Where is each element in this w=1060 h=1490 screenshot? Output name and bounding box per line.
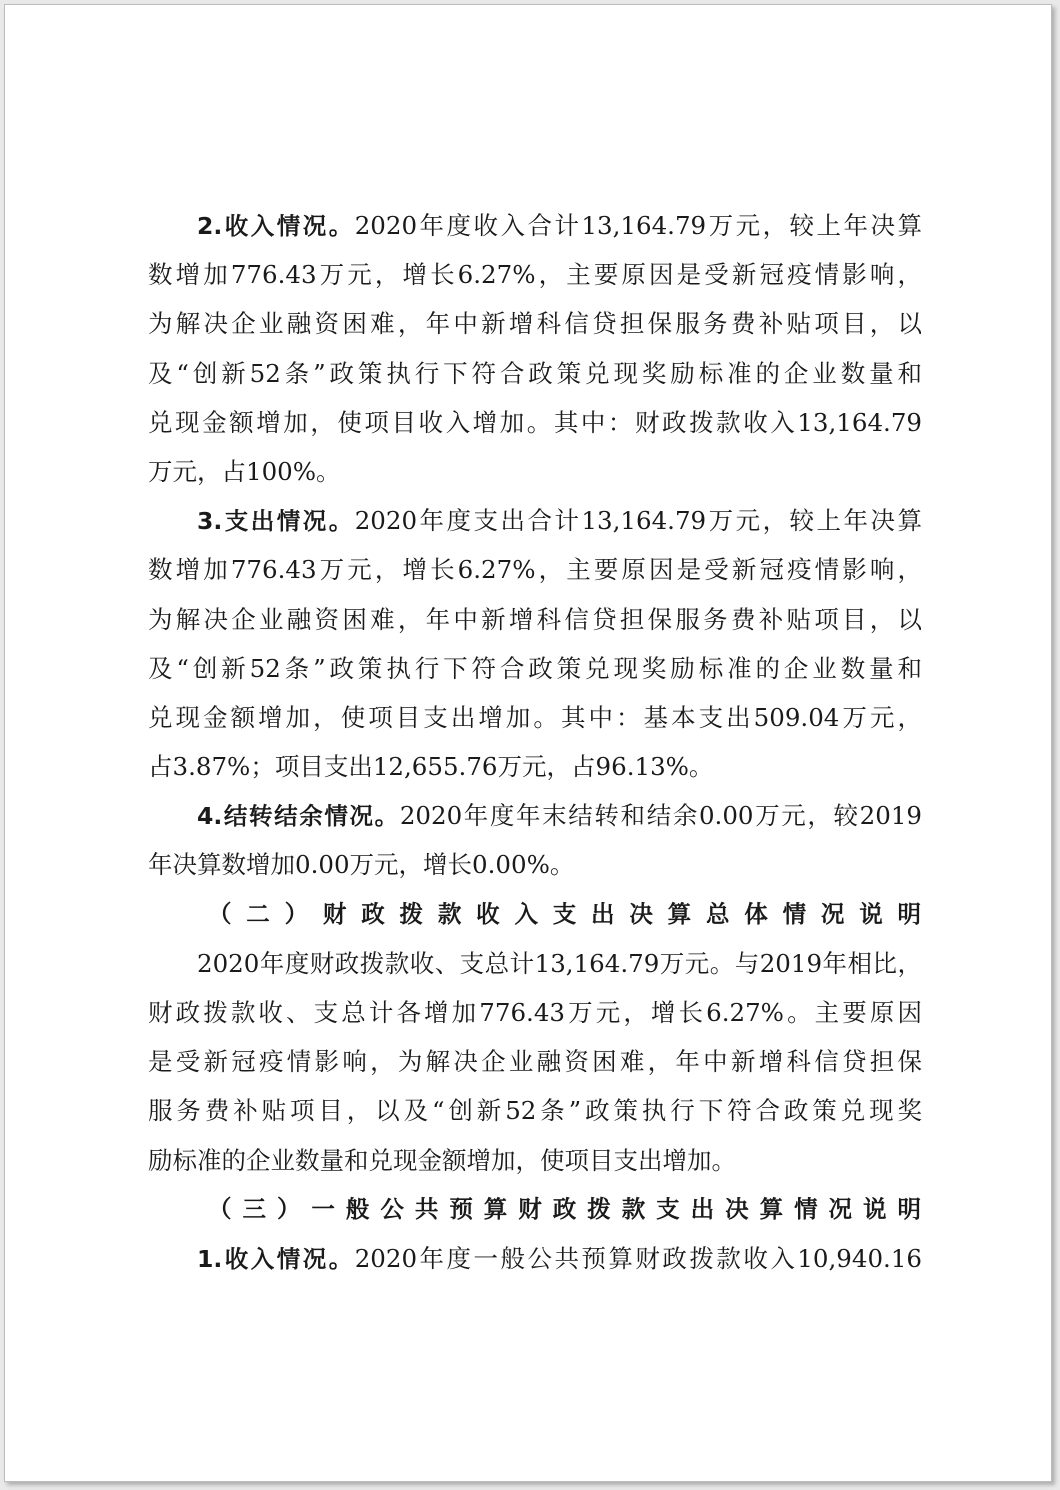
paragraph-line: 及“创新52条”政策执行下符合政策兑现奖励标准的企业数量和 <box>148 653 922 683</box>
paragraph-line: 2020年度财政拨款收、支总计13,164.79万元。与2019年相比， <box>197 948 922 978</box>
paragraph-balance <box>148 791 922 889</box>
document-page <box>4 4 1052 1482</box>
paragraph-line: 财政拨款收、支总计各增加776.43万元，增长6.27%。主要原因 <box>148 998 922 1027</box>
paragraph-line: 励标准的企业数量和兑现金额增加，使项目支出增加。 <box>148 1145 736 1175</box>
paragraph-lead: 3.支出情况。 <box>197 507 355 536</box>
paragraph-line: 4.结转结余情况。2020年度年末结转和结余0.00万元，较2019 <box>197 801 922 831</box>
paragraph-section-2 <box>148 939 922 1185</box>
paragraph-lead: 4.结转结余情况。 <box>197 802 400 831</box>
paragraph-line: 数增加776.43万元，增长6.27%，主要原因是受新冠疫情影响， <box>148 555 922 585</box>
paragraph-income <box>148 201 922 496</box>
paragraph-line: 及“创新52条”政策执行下符合政策兑现奖励标准的企业数量和 <box>148 358 922 388</box>
document-body <box>148 201 922 1283</box>
section-heading-2: （二）财政拨款收入支出决算总体情况说明 <box>208 899 922 928</box>
paragraph-line: 兑现金额增加，使项目支出增加。其中：基本支出509.04万元， <box>148 702 922 732</box>
paragraph-line: 2.收入情况。2020年度收入合计13,164.79万元，较上年决算 <box>197 211 922 240</box>
paragraph-line: 1.收入情况。2020年度一般公共预算财政拨款收入10,940.16 <box>197 1243 922 1273</box>
section-heading-3: （三）一般公共预算财政拨款支出决算情况说明 <box>208 1194 922 1223</box>
paragraph-line: 为解决企业融资困难，年中新增科信贷担保服务费补贴项目，以 <box>148 309 922 339</box>
paragraph-line: 3.支出情况。2020年度支出合计13,164.79万元，较上年决算 <box>197 506 922 536</box>
paragraph-expense <box>148 496 922 791</box>
paragraph-line: 服务费补贴项目，以及“创新52条”政策执行下符合政策兑现奖 <box>148 1096 922 1126</box>
paragraph-lead: 1.收入情况。 <box>197 1244 355 1273</box>
paragraph-line: 年决算数增加0.00万元，增长0.00%。 <box>148 850 575 880</box>
paragraph-section-3 <box>148 1234 922 1283</box>
paragraph-line: 是受新冠疫情影响，为解决企业融资困难，年中新增科信贷担保 <box>148 1047 922 1077</box>
paragraph-line: 数增加776.43万元，增长6.27%，主要原因是受新冠疫情影响， <box>148 260 922 290</box>
paragraph-line: 万元，占100%。 <box>148 456 341 486</box>
paragraph-line: 兑现金额增加，使项目收入增加。其中：财政拨款收入13,164.79 <box>148 407 922 437</box>
paragraph-line: 占3.87%；项目支出12,655.76万元，占96.13%。 <box>148 752 714 782</box>
paragraph-lead: 2.收入情况。 <box>197 212 355 240</box>
paragraph-line: 为解决企业融资困难，年中新增科信贷担保服务费补贴项目，以 <box>148 604 922 634</box>
